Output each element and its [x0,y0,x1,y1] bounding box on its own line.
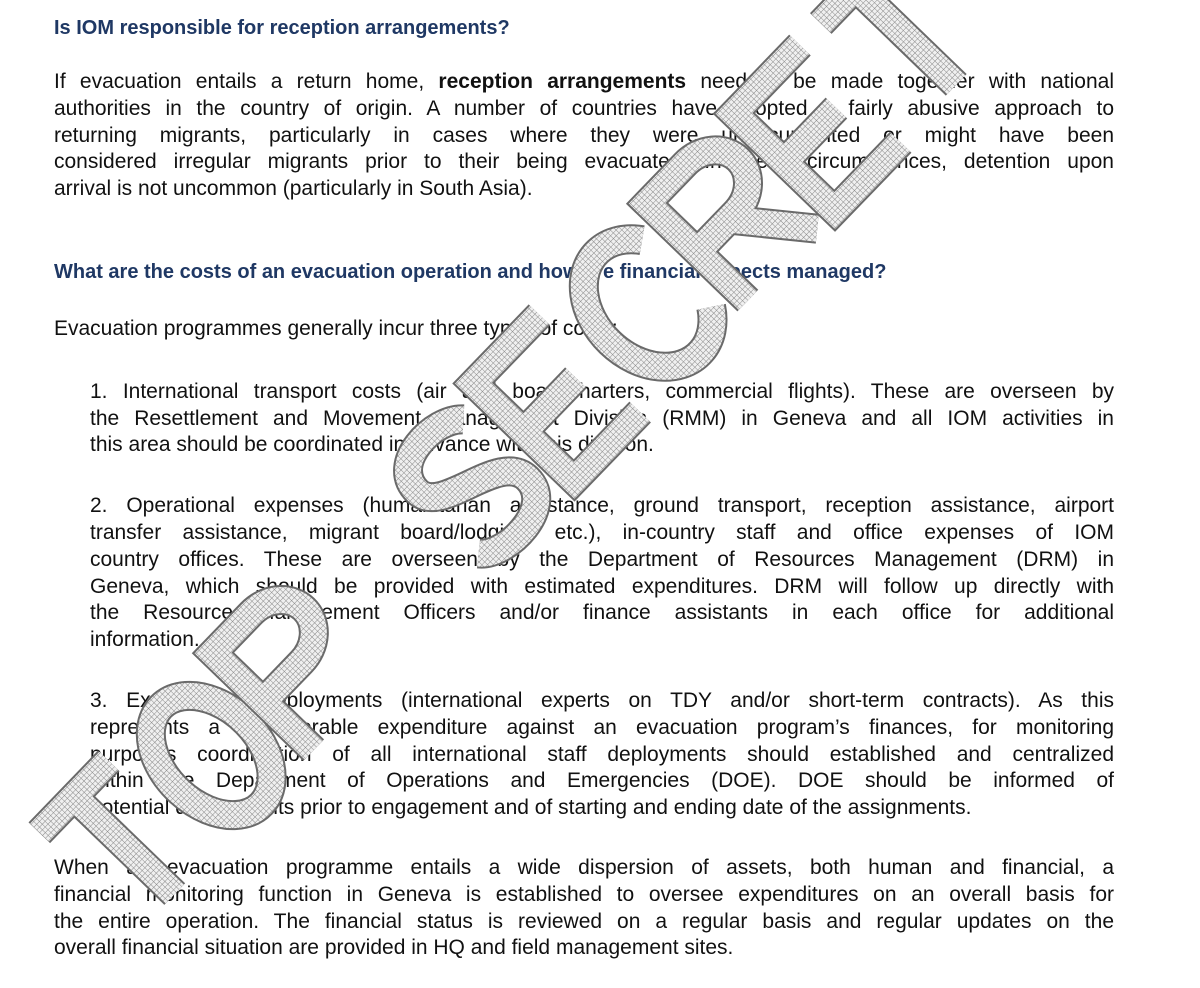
text-line: this area should be coordinated in advance with this division. [90,433,654,457]
text-line: returning migrants, particularly in cases where they were undocumented or might have been [54,123,1114,147]
heading-reception: Is IOM responsible for reception arrangements? [54,17,510,39]
text-line: When an evacuation programme entails a wide dispersion of assets, both human and financial, a [54,855,1114,879]
paragraph-closing [54,855,1114,962]
list-item-expert [90,688,1114,822]
text-line: transfer assistance, migrant board/lodging, etc.), in-country staff and office expenses of IOM [90,520,1114,544]
text-line: the Resettlement and Movement Management Division (RMM) in Geneva and all IOM activities in [90,406,1114,430]
text-line: 2. Operational expenses (humanitarian assistance, ground transport, reception assistance, airport [90,494,1114,518]
text-line: information. [90,628,200,652]
paragraph-reception [54,69,1114,203]
text-segment: If evacuation entails a return home, [54,70,439,93]
text-line: the Resource Management Officers and/or finance assistants in each office for additional [90,601,1114,625]
text-line: considered irregular migrants prior to their being evacuated. In these circumstances, detention upon [54,150,1114,174]
text-line: authorities in the country of origin. A number of countries have adopted a fairly abusive approach to [54,96,1114,120]
text-line: 1. International transport costs (air and boat charters, commercial flights). These are overseen by [90,379,1114,403]
text-line: 3. Expert staff deployments (international experts on TDY and/or short-term contracts). As this [90,688,1114,712]
list-item-operational [90,493,1114,654]
text-line: overall financial situation are provided in HQ and field management sites. [54,936,734,960]
text-line: Evacuation programmes generally incur three types of costs: [54,316,618,340]
paragraph-intro [54,316,1114,343]
text-line: potential deployments prior to engagement and of starting and ending date of the assignments. [90,796,972,820]
text-line: the entire operation. The financial status is reviewed on a regular basis and regular updates on the [54,909,1114,933]
bold-text: reception arrangements [438,70,687,93]
list-item-transport [90,379,1114,459]
text-line: within the Department of Operations and Emergencies (DOE). DOE should be informed of [90,769,1114,793]
heading-costs: What are the costs of an evacuation operation and how are financial aspects managed? [54,260,887,283]
text-line: country offices. These are overseen by the Department of Resources Management (DRM) in [90,547,1114,571]
text-line: represents a considerable expenditure against an evacuation program’s finances, for monitoring [90,715,1114,739]
text-line: arrival is not uncommon (particularly in South Asia). [54,177,533,201]
text-segment: need to be made together with national [686,70,1114,93]
text-line: Geneva, which should be provided with estimated expenditures. DRM will follow up directly with [90,574,1114,598]
text-line [54,69,1114,96]
text-line: purposes coordination of all international staff deployments should established and centralized [90,742,1114,766]
text-line: financial monitoring function in Geneva is established to oversee expenditures on an overall basis for [54,882,1114,906]
